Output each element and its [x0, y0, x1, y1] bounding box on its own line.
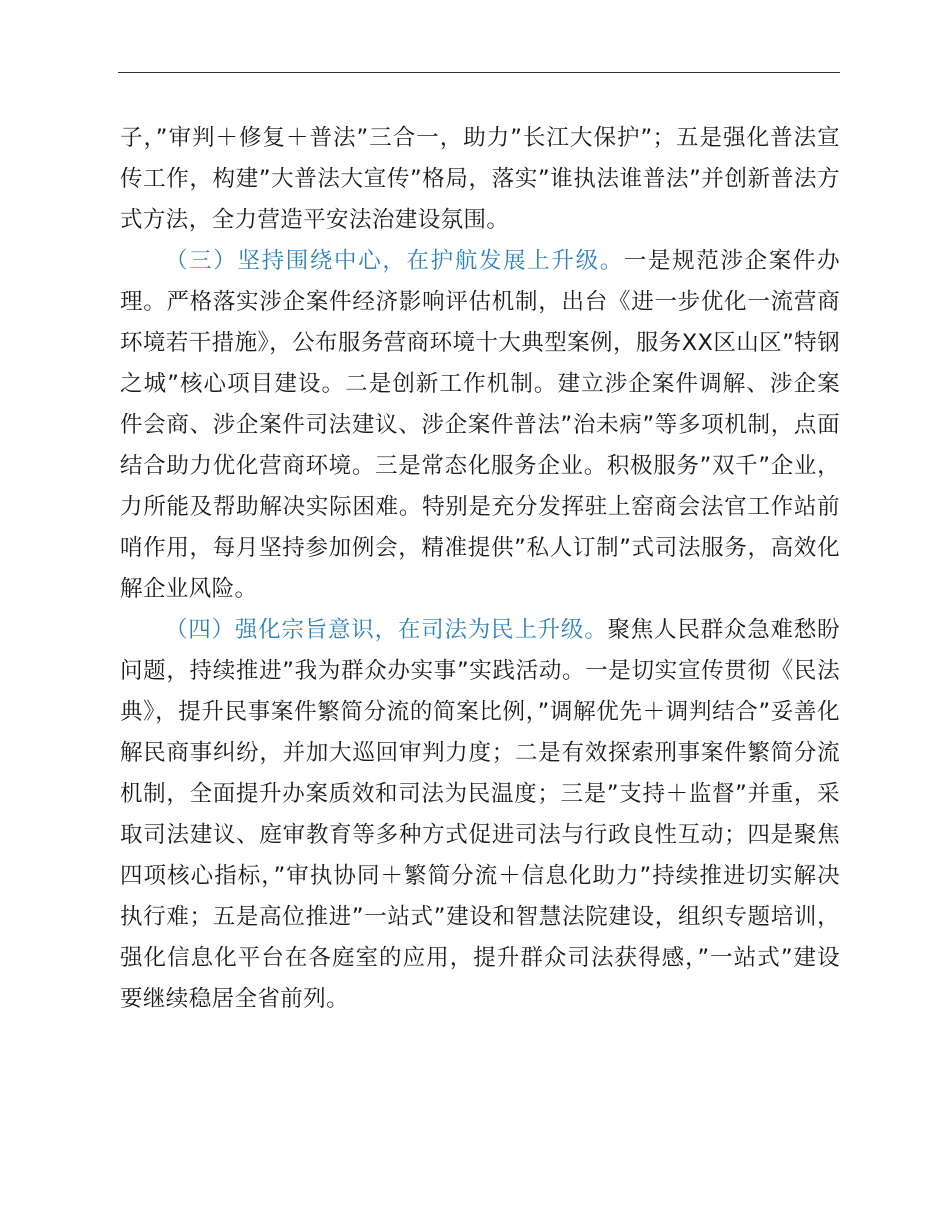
paragraph-section-three: [120, 241, 840, 610]
section-heading: （三）坚持围绕中心，在护航发展上升级。: [165, 248, 624, 274]
paragraph-text: 一是规范涉企案件办理。严格落实涉企案件经济影响评估机制，出台《进一步优化一流营商环境若干措施》，公布服务营商环境十大典型案例，服务XX区山区”特钢之城”核心项目建设。二是创新工作机制。建立涉企案件调解、涉企案件会商、涉企案件司法建议、涉企案件普法”治未病”等多项机制，点面结合助力优化营商环境。三是常态化服务企业。积极服务”双千”企业，力所能及帮助解决实际困难。特别是充分发挥驻上窑商会法官工作站前哨作用，每月坚持参加例会，精准提供”私人订制”式司法服务，高效化解企业风险。: [120, 248, 840, 602]
section-heading: （四）强化宗旨意识，在司法为民上升级。: [165, 617, 608, 643]
paragraph-text: 子，”审判＋修复＋普法”三合一，助力”长江大保护”；五是强化普法宣传工作，构建”大普法大宣传”格局，落实”谁执法谁普法”并创新普法方式方法，全力营造平安法治建设氛围。: [120, 125, 840, 233]
header-rule: [118, 72, 840, 73]
paragraph-section-four: [120, 610, 840, 1020]
paragraph-text: 聚焦人民群众急难愁盼问题，持续推进”我为群众办实事”实践活动。一是切实宣传贯彻《民法典》，提升民事案件繁简分流的简案比例，”调解优先＋调判结合”妥善化解民商事纠纷，并加大巡回审判力度；二是有效探索刑事案件繁简分流机制，全面提升办案质效和司法为民温度；三是”支持＋监督”并重，采取司法建议、庭审教育等多种方式促进司法与行政良性互动；四是聚焦四项核心指标，”审执协同＋繁简分流＋信息化助力”持续推进切实解决执行难；五是高位推进”一站式”建设和智慧法院建设，组织专题培训，强化信息化平台在各庭室的应用，提升群众司法获得感，”一站式”建设要继续稳居全省前列。: [120, 617, 840, 1012]
paragraph-continuation: [120, 118, 840, 241]
document-body: [120, 118, 840, 1020]
